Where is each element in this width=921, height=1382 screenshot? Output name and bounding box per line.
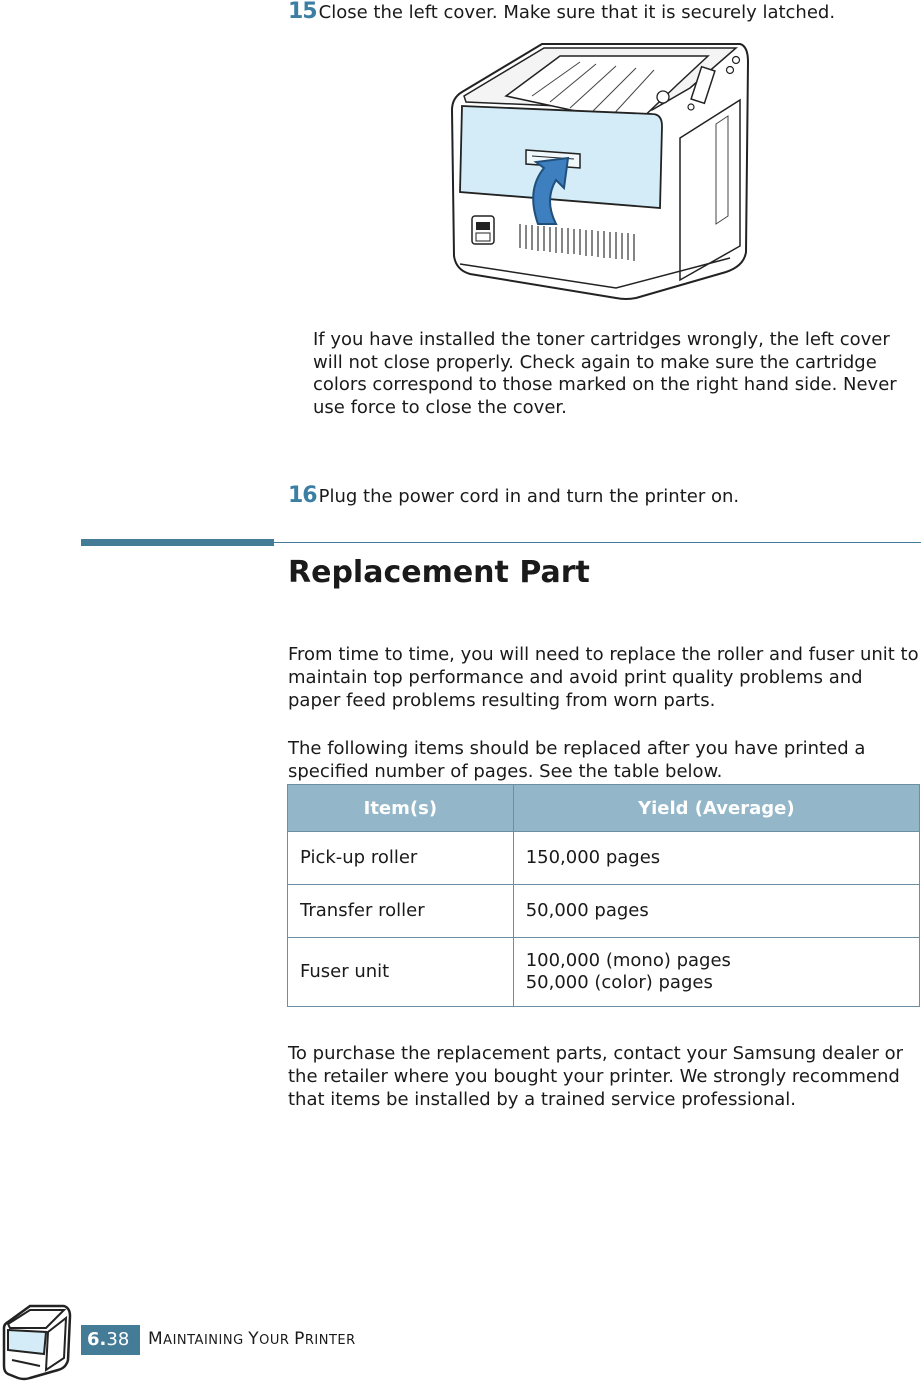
replacement-parts-table xyxy=(287,784,920,1007)
yield-cell xyxy=(513,938,919,1007)
yield-cell: 50,000 pages xyxy=(513,885,919,938)
section-rule-bar xyxy=(81,539,274,546)
table-row xyxy=(288,938,920,1007)
section-rule-line xyxy=(274,542,921,543)
step-text: Plug the power cord in and turn the printer on. xyxy=(318,486,740,507)
table-row xyxy=(288,832,920,885)
yield-line-mono: 100,000 (mono) pages xyxy=(525,950,731,971)
printer-illustration xyxy=(440,40,760,302)
page-number: 38 xyxy=(106,1329,130,1350)
item-cell: Transfer roller xyxy=(288,885,514,938)
item-cell: Fuser unit xyxy=(288,938,514,1007)
section-title: Replacement Part xyxy=(288,555,590,590)
page-number-badge xyxy=(81,1325,140,1355)
yield-cell: 150,000 pages xyxy=(513,832,919,885)
step-16 xyxy=(288,484,739,509)
header-items: Item(s) xyxy=(288,785,514,832)
printer-icon xyxy=(0,1300,76,1382)
item-cell: Pick-up roller xyxy=(288,832,514,885)
intro-paragraph-1: From time to time, you will need to replace the roller and fuser unit to maintain top performance and avoid print quality problems and paper feed problems resulting from worn parts. xyxy=(288,644,919,711)
step-number: 16 xyxy=(288,483,317,508)
chapter-title: MAINTAINING YOUR PRINTER xyxy=(148,1329,356,1349)
step-text: Close the left cover. Make sure that it is securely latched. xyxy=(318,2,836,23)
note-text: If you have installed the toner cartridges wrongly, the left cover will not close properly. Check again to make sure the cartridge colors correspond to those marked on the right hand side. Never use force to close the cover. xyxy=(313,329,897,418)
table-header-row xyxy=(288,785,920,832)
step-15 xyxy=(288,0,835,25)
outro-paragraph: To purchase the replacement parts, contact your Samsung dealer or the retailer where you bought your printer. We strongly recommend that items be installed by a trained service professional. xyxy=(288,1043,904,1110)
chapter-number: 6. xyxy=(87,1329,107,1350)
table-row xyxy=(288,885,920,938)
yield-line-color: 50,000 (color) pages xyxy=(525,972,713,993)
intro-paragraph-2: The following items should be replaced after you have printed a specified number of pages. See the table below. xyxy=(288,738,866,782)
step-number: 15 xyxy=(288,0,317,24)
header-yield: Yield (Average) xyxy=(513,785,919,832)
